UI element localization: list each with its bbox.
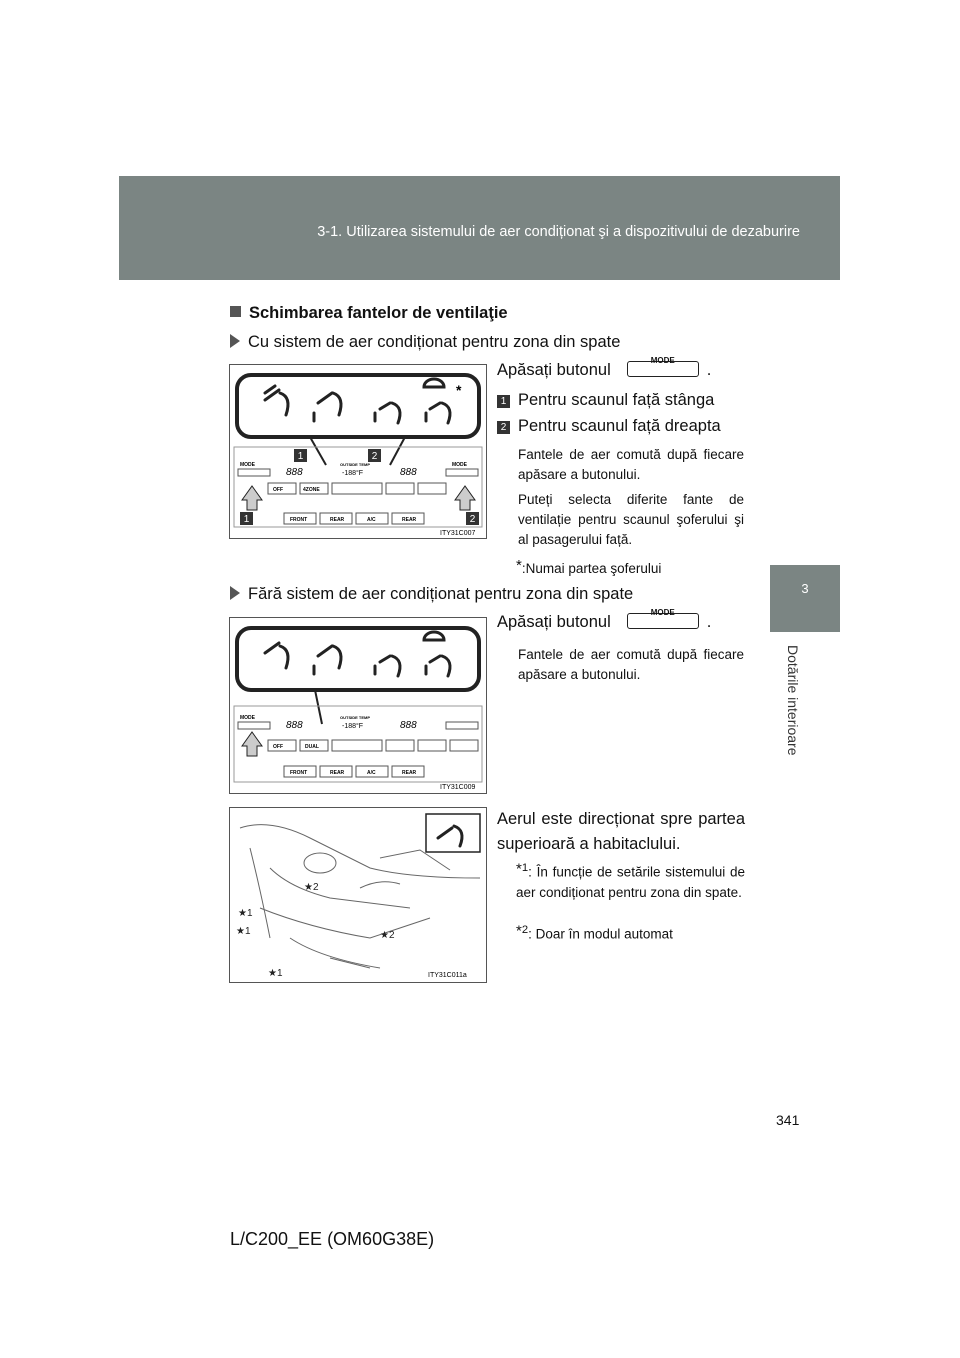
figure-control-panel-dual [229,617,487,794]
manual-code: L/C200_EE (OM60G38E) [230,1229,435,1249]
triangle-bullet-icon [230,334,240,348]
svg-text:REAR: REAR [402,517,417,523]
triangle-bullet-icon [230,586,240,600]
svg-text:OFF: OFF [273,487,283,493]
figure-control-panel-4zone [229,364,487,539]
press-mode-instruction-2: Apăsați butonul MODE . [497,608,712,631]
mode-button-icon: MODE [627,613,699,629]
svg-text:1: 1 [297,451,304,462]
svg-text:★2: ★2 [304,882,319,893]
item-left-seat: 1 Pentru scaunul față stânga [497,388,745,413]
svg-text:888: 888 [286,720,303,731]
svg-text:MODE: MODE [240,715,255,721]
press-mode-instruction-1: Apăsați butonul MODE . [497,356,712,379]
section-title: Schimbarea fantelor de ventilaţie [230,304,508,323]
note-vents-switch-2: Fantele de aer comută după fiecare apăsare a butonului. [518,647,744,682]
svg-text:MODE: MODE [452,462,467,468]
svg-text:OUTSIDE TEMP: OUTSIDE TEMP [340,462,371,467]
note-separate-vents: Puteți selecta diferite fante de ventilație pentru scaunul şoferului şi al pasagerului față. [518,492,744,547]
footnote-star2: *$^2$: Doar în modul automat [516,922,673,942]
svg-text:REAR: REAR [330,517,345,523]
svg-text:A/C: A/C [367,517,376,523]
subheading-with-rear: Cu sistem de aer condiționat pentru zona din spate [230,333,620,352]
subheading-without-rear: Fără sistem de aer condiționat pentru zona din spate [230,585,633,604]
chapter-tab-number: 3 [801,581,809,596]
svg-text:4ZONE: 4ZONE [303,487,320,493]
chapter-tab-label: Dotările interioare [785,645,801,756]
page-number: 341 [776,1112,800,1128]
header-band [119,176,840,280]
note-vents-switch-1: Fantele de aer comută după fiecare apăsare a butonului. [518,447,744,482]
item-right-seat: 2 Pentru scaunul față dreapta [497,414,745,439]
chapter-tab [770,565,840,632]
svg-text:REAR: REAR [402,770,417,776]
svg-text:OFF: OFF [273,744,283,750]
svg-text:888: 888 [400,720,417,731]
svg-text:-188°F: -188°F [342,470,364,477]
svg-text:DUAL: DUAL [305,744,319,750]
svg-text:FRONT: FRONT [290,517,308,523]
svg-text:REAR: REAR [330,770,345,776]
svg-text:ITY31C007: ITY31C007 [440,530,476,537]
driver-only-star: * [456,382,462,398]
svg-text:★1: ★1 [236,926,251,937]
mode-button-icon: MODE [627,361,699,377]
figure-cabin-airflow [229,807,487,983]
svg-text:888: 888 [286,467,303,478]
svg-text:★1: ★1 [268,968,283,979]
svg-text:ITY31C011a: ITY31C011a [428,972,467,979]
svg-text:2: 2 [371,451,378,462]
airflow-description: Aerul este direcționat spre partea superioară a habitaclului. [497,810,745,853]
svg-text:A/C: A/C [367,770,376,776]
svg-text:★1: ★1 [238,908,253,919]
svg-text:2: 2 [469,514,476,525]
svg-text:1: 1 [243,514,250,525]
svg-text:OUTSIDE TEMP: OUTSIDE TEMP [340,715,371,720]
square-bullet-icon [230,306,241,317]
svg-text:FRONT: FRONT [290,770,308,776]
footnote-star1: *$^1$: În funcție de setările sistemului de aer condiționat pentru zona din spate. [516,860,745,900]
chapter-title: 3-1. Utilizarea sistemului de aer condiționat şi a dispozitivului de dezaburire [317,224,800,240]
note-driver-only: *:Numai partea şoferului [516,557,662,576]
svg-text:ITY31C009: ITY31C009 [440,784,476,791]
svg-text:MODE: MODE [240,462,255,468]
svg-text:888: 888 [400,467,417,478]
svg-text:-188°F: -188°F [342,723,364,730]
svg-text:★2: ★2 [380,930,395,941]
